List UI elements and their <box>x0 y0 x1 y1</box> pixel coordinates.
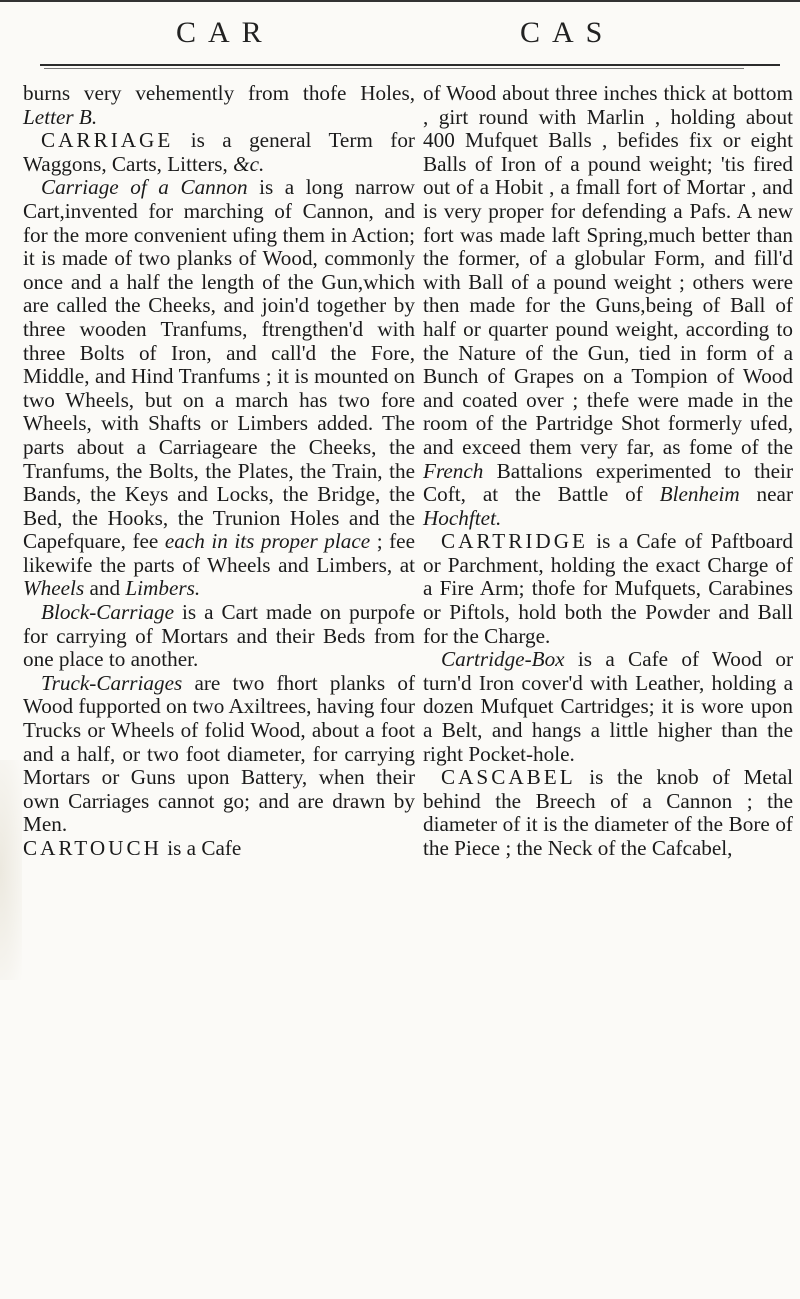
entry-block-carriage: Block-Carriage is a Cart made on purpofe for carrying of Mortars and their Beds from one place to another. <box>23 600 415 672</box>
headword: CARTRIDGE <box>441 529 588 554</box>
header-rule <box>40 64 780 66</box>
headword: Carriage of a Cannon <box>41 175 248 200</box>
header-left-catchword: CAR <box>176 16 274 49</box>
header-rule-thin <box>44 68 744 69</box>
entry-cartouch-continued: of Wood about three inches thick at bottom , girt round with Marlin , holding about 400 Mufquet Balls , befides fix or eight Balls of Iron of a pound weight; 'tis fired out of a Hobit , a fmall fort of Mortar , and is very proper for defending a Pafs. A new fort was made laft Spring,much better than the former, of a globular Form, and fill'd with Ball of a pound weight ; others were then made for the Guns,being of Ball of half or quarter pound weight, according to the Nature of the Gun, tied in form of a Bunch of Grapes on a Tompion of Wood and coated over ; thefe were made in the room of the Partridge Shot formerly ufed, and exceed them very far, as fome of the French Battalions experimented to their Coft, at the Battle of Blenheim near Hochftet. <box>423 81 793 530</box>
headword: Cartridge-Box <box>441 647 565 672</box>
entry-truck-carriages: Truck-Carriages are two fhort planks of Wood fupported on two Axiltrees, having four Trucks or Wheels of folid Wood, about a foot and a half, or two foot diameter, for carrying Mortars or Guns upon Battery, when their own Carriages cannot go; and are drawn by Men. <box>23 670 415 837</box>
entry-carriage-of-a-cannon: Carriage of a Cannon is a long narrow Cart,invented for marching of Cannon, and for the more convenient ufing them in Action; it is made of two planks of Wood, commonly once and a half the length of the Gun,which are called the Cheeks, and join'd together by three wooden Tranfums, ftrengthen'd with three Bolts of Iron, and call'd the Fore, Middle, and Hind Tranfums ; it is mounted on two Wheels, but on a march has two fore Wheels, with Shafts or Limbers added. The parts about a Carriageare the Cheeks, the Tranfums, the Bolts, the Plates, the Train, the Bands, the Keys and Locks, the Bridge, the Bed, the Hooks, the Trunion Holes and the Capefquare, fee each in its proper place ; fee likewife the parts of Wheels and Limbers, at Wheels and Limbers. <box>23 175 415 601</box>
entry-cartridge-box: Cartridge-Box is a Cafe of Wood or turn'd Iron cover'd with Leather, holding a dozen Mufquet Cartridges; it is wore upon a Belt, and hangs a little higher than the right Pocket-hole. <box>423 647 793 766</box>
cross-reference: Letter B. <box>23 104 98 129</box>
headword: CARRIAGE <box>41 128 174 153</box>
entry-cartridge: CARTRIDGE is a Cafe of Paftboard or Parchment, holding the exact Charge of a Fire Arm; thofe for Mufquets, Carabines or Piftols, hold both the Powder and Ball for the Charge. <box>423 529 793 648</box>
left-column <box>23 82 415 861</box>
cross-reference: Limbers. <box>125 576 201 601</box>
entry-carriage: CARRIAGE is a general Term for Waggons, Carts, Litters, &c. <box>23 128 415 176</box>
headword: Block-Carriage <box>41 600 174 625</box>
paper-stain <box>0 760 22 980</box>
headword: CARTOUCH <box>23 836 162 860</box>
headword: Truck-Carriages <box>41 670 183 695</box>
header-right-catchword: CAS <box>520 16 615 49</box>
right-column <box>423 82 793 861</box>
entry-continuation: burns very vehemently from thofe Holes, Letter B. <box>23 81 415 129</box>
entry-cascabel: CASCABEL is the knob of Metal behind the Breech of a Cannon ; the diameter of it is the diameter of the Bore of the Piece ; the Neck of the Cafcabel, <box>423 765 793 860</box>
headword: CASCABEL <box>441 765 576 790</box>
running-header <box>0 6 800 52</box>
page-top-edge <box>0 0 800 2</box>
entry-cartouch: CARTOUCH is a Cafe <box>23 836 242 860</box>
cross-reference: Wheels <box>23 576 85 601</box>
